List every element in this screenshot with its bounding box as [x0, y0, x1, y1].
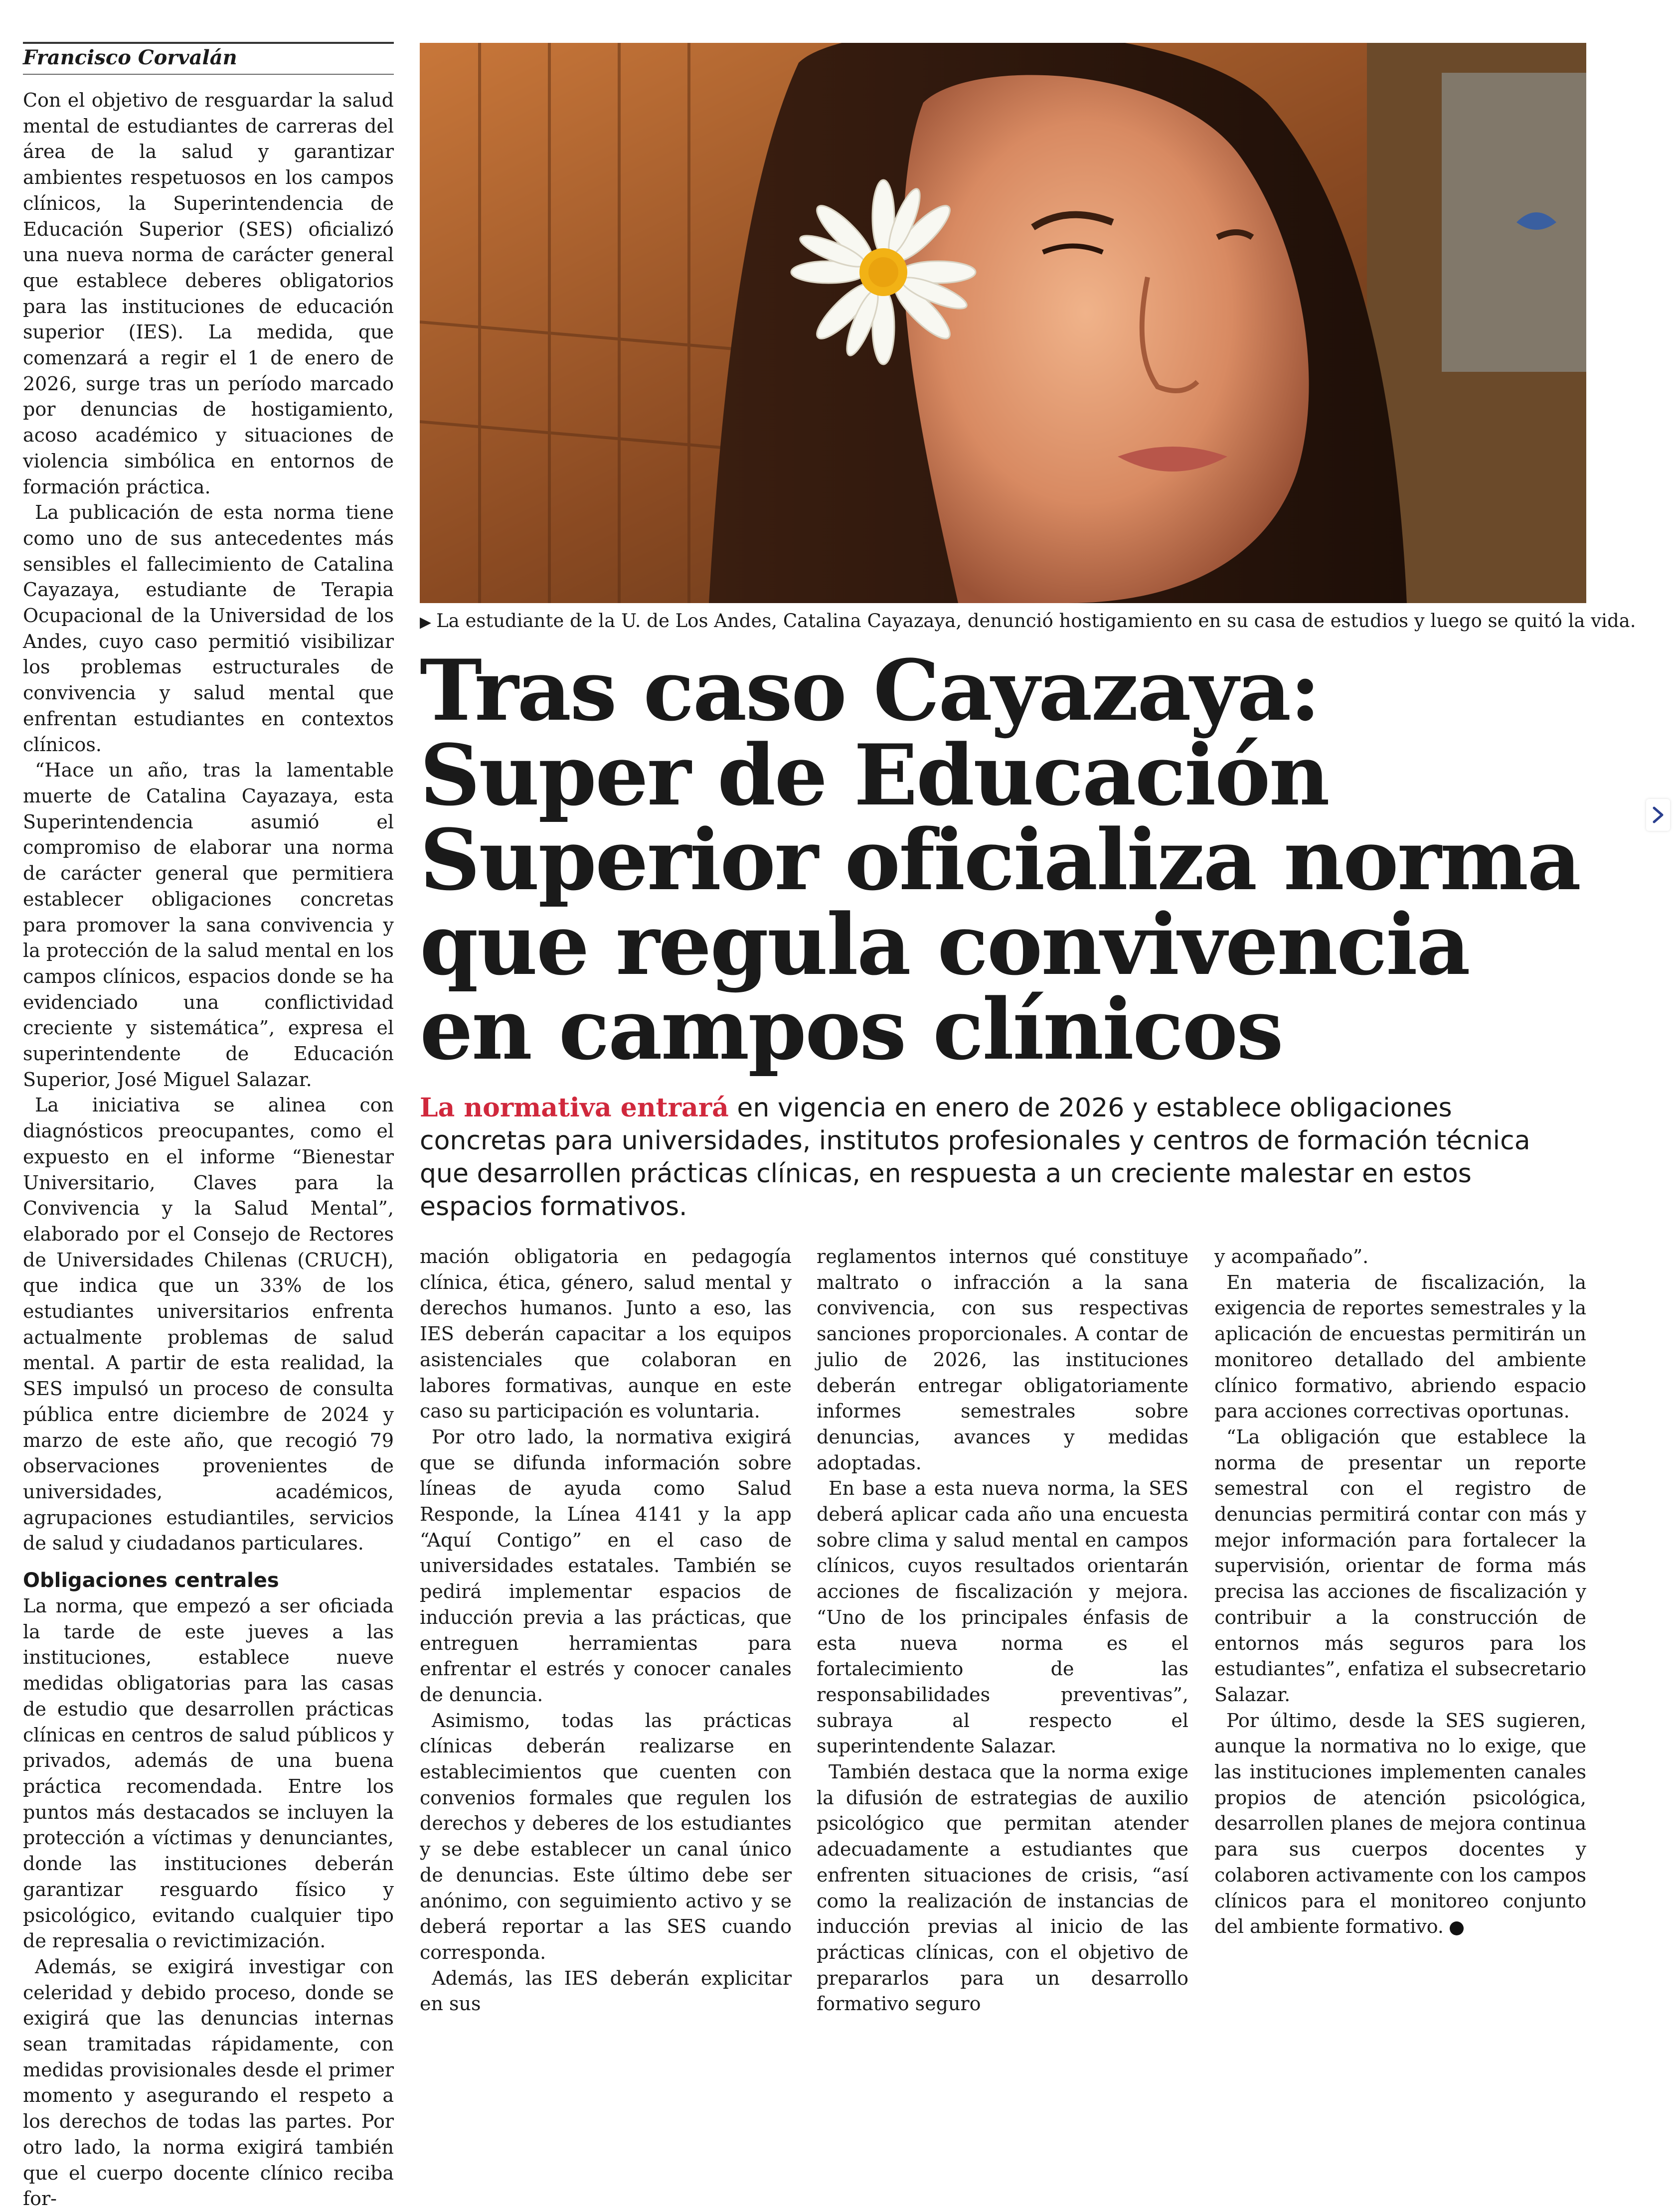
paragraph: reglamentos internos qué constituye maltrato o infracción a la sana convivencia, con sus respectivas sanciones proporcionales. A contar de julio de 2026, las instituciones deberán entregar obligatoriamente informes semestrales sobre denuncias, avances y medidas adoptadas. — [817, 1246, 1188, 1474]
paragraph: También destaca que la norma exige la difusión de estrategias de auxilio psicológico que permitan atender adecuadamente a estudiantes que enfrenten situaciones de crisis, “así como la realización de instancias de inducción previas al inicio de las prácticas clínicas, con el objetivo de prepararlos para un desarrollo formativo seguro — [817, 1761, 1188, 2015]
paragraph: La iniciativa se alinea con diagnósticos preocupantes, como el expuesto en el informe “Bienestar Universitario, Claves para la Convivencia y la Salud Mental”, elaborado por el Consejo de Rectores de Universidades Chilenas (CRUCH), que indica que un 33% de los estudiantes universitarios enfrenta actualmente problemas de salud mental. A partir de esta realidad, la SES impulsó un proceso de consulta pública entre diciembre de 2024 y marzo de este año, que recogió 79 observaciones provenientes de universidades, académicos, agrupaciones estudiantiles, servicios de salud y ciudadanos particulares. — [23, 1094, 394, 1555]
headline — [420, 641, 1666, 1079]
chevron-right-icon — [1646, 799, 1670, 831]
play-triangle-icon: ▶ — [420, 614, 432, 631]
paragraph: En materia de fiscalización, la exigencia de reportes semestrales y la aplicación de encuestas permitirán un monitoreo detallado del ambiente clínico formativo, abriendo espacio para acciones correctivas oportunas. — [1214, 1271, 1586, 1422]
headline-line: en campos clínicos — [420, 980, 1282, 1079]
headline-line: que regula convivencia — [420, 895, 1469, 994]
headline-line: Superior oficializa norma — [420, 810, 1580, 909]
caption-text: La estudiante de la U. de Los Andes, Catalina Cayazaya, denunció hostigamiento en su casa de estudios y luego se quitó la vida. — [436, 610, 1636, 632]
paragraph: mación obligatoria en pedagogía clínica, ética, género, salud mental y derechos humanos. Junto a eso, las IES deberán capacitar a los equipos asistenciales que colaboran en labores formativas, aunque en este caso su participación es voluntaria. — [420, 1246, 792, 1422]
byline: Francisco Corvalán — [23, 46, 237, 69]
paragraph: Además, las IES deberán explicitar en sus — [420, 1967, 792, 2015]
deck — [420, 1092, 1586, 1223]
paragraph: Asimismo, todas las prácticas clínicas deberán realizarse en establecimientos que cuenten con convenios formales que regulen los derechos y deberes de los estudiantes y se debe establecer un canal único de denuncias. Este último debe ser anónimo, con seguimiento activo y se deberá reportar a las SES cuando corresponda. — [420, 1709, 792, 1963]
photo-caption — [420, 607, 1636, 636]
paragraph: “La obligación que establece la norma de presentar un reporte semestral con el registro de denuncias permitirá contar con más y mejor información para fortalecer la supervisión, orientar de forma más precisa las acciones de fiscalización y contribuir a la construcción de entornos más seguros para los estudiantes”, enfatiza el subsecretario Salazar. — [1214, 1425, 1586, 1706]
paragraph — [1214, 1708, 1586, 1940]
paragraph: Con el objetivo de resguardar la salud mental de estudiantes de carreras del área de la salud y garantizar ambientes respetuosos en los campos clínicos, la Superintendencia de Educación Superior (SES) oficializó una nueva norma de carácter general que establece deberes obligatorios para las instituciones de educación superior (IES). La medida, que comenzará a regir el 1 de enero de 2026, surge tras un período marcado por denuncias de hostigamiento, acoso académico y situaciones de violencia simbólica en entornos de formación práctica. — [23, 89, 394, 498]
article-column-3 — [817, 1244, 1188, 2017]
subheading: Obligaciones centrales — [23, 1569, 279, 1592]
daisy-flower — [791, 180, 976, 364]
byline-underline — [23, 74, 394, 75]
paragraph-text: Por último, desde la SES sugieren, aunque la normativa no lo exige, que las instituciones implementen canales propios de atención psicológica, desarrollen planes de mejora continua para sus cuerpos docentes y colaboren activamente con los campos clínicos para el monitoreo conjunto del ambiente formativo. — [1214, 1709, 1586, 1938]
portrait-image — [420, 43, 1586, 603]
deck-text: en vigencia en enero de 2026 y establece obligaciones concretas para universidades, institutos profesionales y centros de formación técnica que desarrollen prácticas clínicas, en respuesta a un creciente malestar en estos espacios formativos. — [420, 1093, 1530, 1222]
paragraph: La publicación de esta norma tiene como uno de sus antecedentes más sensibles el fallecimiento de Catalina Cayazaya, estudiante de Terapia Ocupacional de la Universidad de los Andes, cuyo caso permitió visibilizar los problemas estructurales de convivencia y salud mental que enfrentan estudiantes en contextos clínicos. — [23, 501, 394, 756]
end-dot-icon — [1450, 1921, 1464, 1935]
headline-line: Tras caso Cayazaya: — [420, 641, 1320, 740]
article-column-2 — [420, 1244, 792, 2017]
paragraph: Además, se exigirá investigar con celeridad y debido proceso, donde se exigirá que las denuncias internas sean tramitadas rápidamente, con medidas provisionales desde el primer momento y asegurando el respeto a los derechos de todas las partes. Por otro lado, la norma exigirá también que el cuerpo docente clínico reciba for- — [23, 1955, 394, 2210]
paragraph: “Hace un año, tras la lamentable muerte de Catalina Cayazaya, esta Superintendencia asumió el compromiso de elaborar una norma de carácter general que permitiera establecer obligaciones concretas para promover la sana convivencia y la protección de la salud mental en los campos clínicos, espacios donde se ha evidenciado una conflictividad creciente y sistemática”, expresa el superintendente de Educación Superior, José Miguel Salazar. — [23, 759, 394, 1091]
paragraph: En base a esta nueva norma, la SES deberá aplicar cada año una encuesta sobre clima y salud mental en campos clínicos, cuyos resultados orientarán acciones de fiscalización y mejora. “Uno de los principales énfasis de esta nueva norma es el fortalecimiento de las responsabilidades preventivas”, subraya al respecto el superintendente Salazar. — [817, 1477, 1188, 1757]
article-photo — [420, 43, 1586, 603]
deck-lead: La normativa entrará — [420, 1093, 729, 1123]
paragraph: La norma, que empezó a ser oficiada la tarde de este jueves a las instituciones, establece nueve medidas obligatorias para las casas de estudio que desarrollen prácticas clínicas en centros de salud públicos y privados, además de una buena práctica recomendada. Entre los puntos más destacados se incluyen la protección a víctimas y denunciantes, donde las instituciones deberán garantizar resguardo físico y psicológico, evitando cualquier tipo de represalia o revictimización. — [23, 1595, 394, 1952]
article-column-4 — [1214, 1244, 1586, 1940]
paragraph: Por otro lado, la normativa exigirá que se difunda información sobre líneas de ayuda como Salud Responde, la Línea 4141 y la app “Aquí Contigo” en el caso de universidades estatales. También se pedirá implementar espacios de inducción previa a las prácticas, que entreguen herramientas para enfrentar el estrés y conocer canales de denuncia. — [420, 1425, 792, 1706]
paragraph: y acompañado”. — [1214, 1246, 1369, 1267]
next-page-button[interactable] — [1646, 799, 1670, 831]
headline-line: Super de Educación — [420, 726, 1329, 824]
article-column-1 — [23, 88, 394, 2212]
